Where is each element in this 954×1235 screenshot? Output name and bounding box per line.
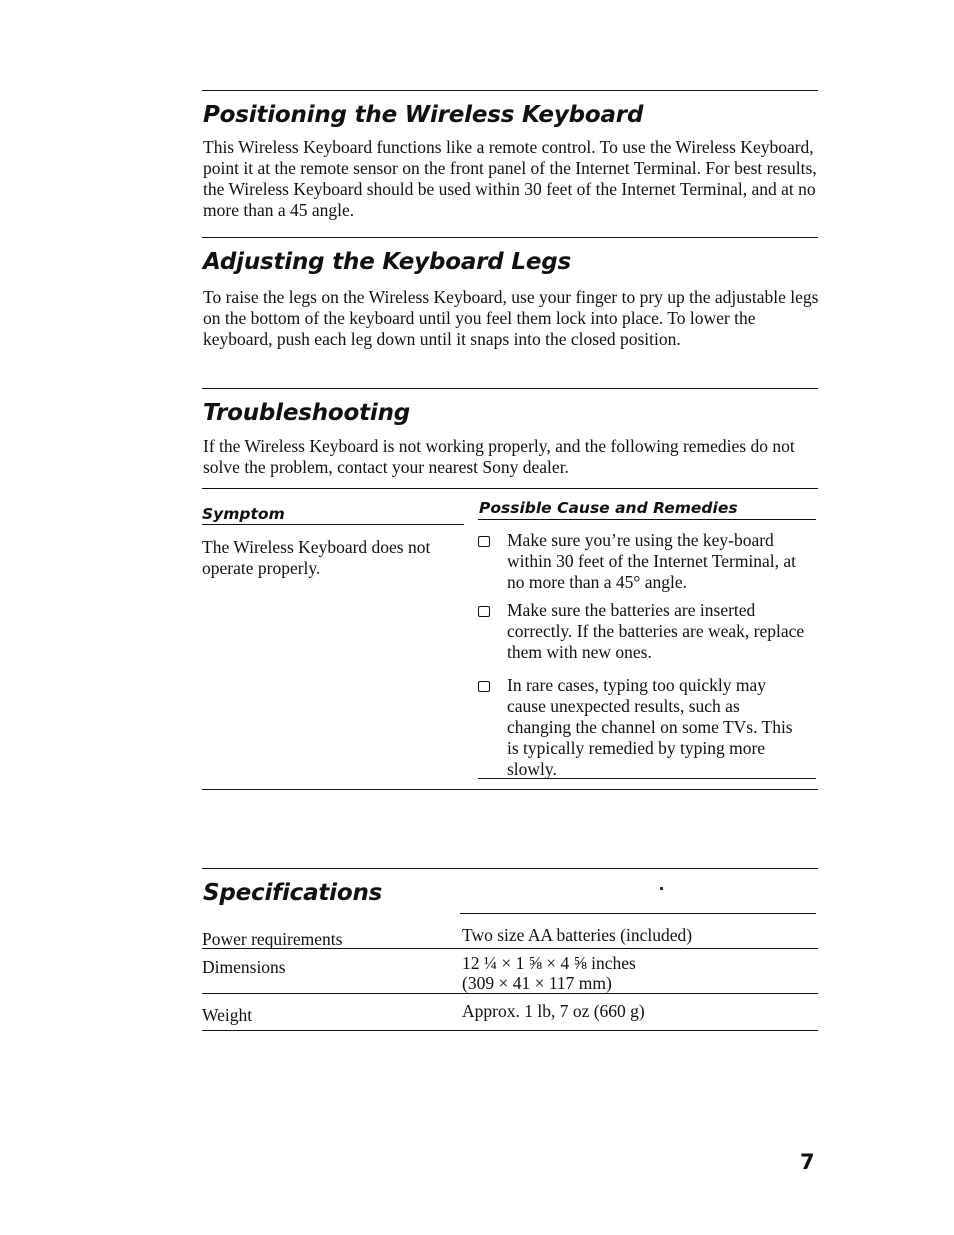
spec-value: Approx. 1 lb, 7 oz (660 g) — [462, 1001, 645, 1021]
spec-row-rule — [202, 993, 818, 994]
spec-value-secondary: (309 × 41 × 117 mm) — [462, 973, 612, 993]
section-heading-positioning: Positioning the Wireless Keyboard — [203, 102, 644, 128]
spec-bottom-rule — [202, 1030, 818, 1031]
checkbox-bullet-icon — [478, 536, 490, 547]
checkbox-bullet-icon — [478, 681, 490, 692]
section-body-positioning: This Wireless Keyboard functions like a remote control. To use the Wireless Keyboard, point it at the remote sensor on the front panel of the Internet Terminal. For best results, the Wireless Keyboard should be used within 30 feet of the Internet Terminal, and at no more than a 45 angle. — [203, 137, 817, 220]
page-number: 7 — [800, 1150, 815, 1174]
spec-top-rule — [460, 913, 816, 914]
spec-row-rule — [202, 948, 818, 949]
remedy-item — [478, 600, 808, 663]
remedy-item — [478, 675, 808, 780]
column-header-symptom: Symptom — [202, 505, 285, 523]
column-header-remedies: Possible Cause and Remedies — [479, 499, 738, 517]
spec-value: Two size AA batteries (included) — [462, 925, 693, 945]
spec-label: Dimensions — [202, 957, 286, 977]
spec-label: Power requirements — [202, 929, 343, 949]
remedy-text: In rare cases, typing too quickly may cause unexpected results, such as changing the channel on some TVs. This is typically remedied by typing more slowly. — [507, 675, 793, 779]
remedy-text: Make sure you’re using the key-board within 30 feet of the Internet Terminal, at no more than a 45° angle. — [507, 530, 797, 592]
checkbox-bullet-icon — [478, 606, 490, 617]
table-bottom-rule — [202, 789, 818, 790]
table-row-rule — [478, 778, 816, 779]
section-rule — [202, 237, 818, 238]
section-heading-legs: Adjusting the Keyboard Legs — [203, 249, 571, 275]
table-header-rule — [478, 519, 816, 520]
symptom-cell: The Wireless Keyboard does not operate properly. — [202, 537, 431, 578]
section-body-troubleshooting: If the Wireless Keyboard is not working properly, and the following remedies do not solve the problem, contact your nearest Sony dealer. — [203, 436, 795, 477]
remedy-item — [478, 530, 808, 593]
section-heading-specifications: Specifications — [203, 880, 383, 906]
print-speck — [660, 887, 663, 890]
spec-value: 12 ¼ × 1 ⅝ × 4 ⅝ inches — [462, 953, 636, 973]
remedy-text: Make sure the batteries are inserted correctly. If the batteries are weak, replace them with new ones. — [507, 600, 805, 662]
section-rule — [202, 388, 818, 389]
section-rule — [202, 868, 818, 869]
spec-label: Weight — [202, 1005, 253, 1025]
section-body-legs: To raise the legs on the Wireless Keyboard, use your finger to pry up the adjustable legs on the bottom of the keyboard until you feel them lock into place. To lower the keyboard, push each leg down until it snaps into the closed position. — [203, 287, 819, 349]
table-header-rule — [202, 524, 464, 525]
section-rule — [202, 90, 818, 91]
table-top-rule — [202, 488, 818, 489]
section-heading-troubleshooting: Troubleshooting — [203, 400, 411, 426]
